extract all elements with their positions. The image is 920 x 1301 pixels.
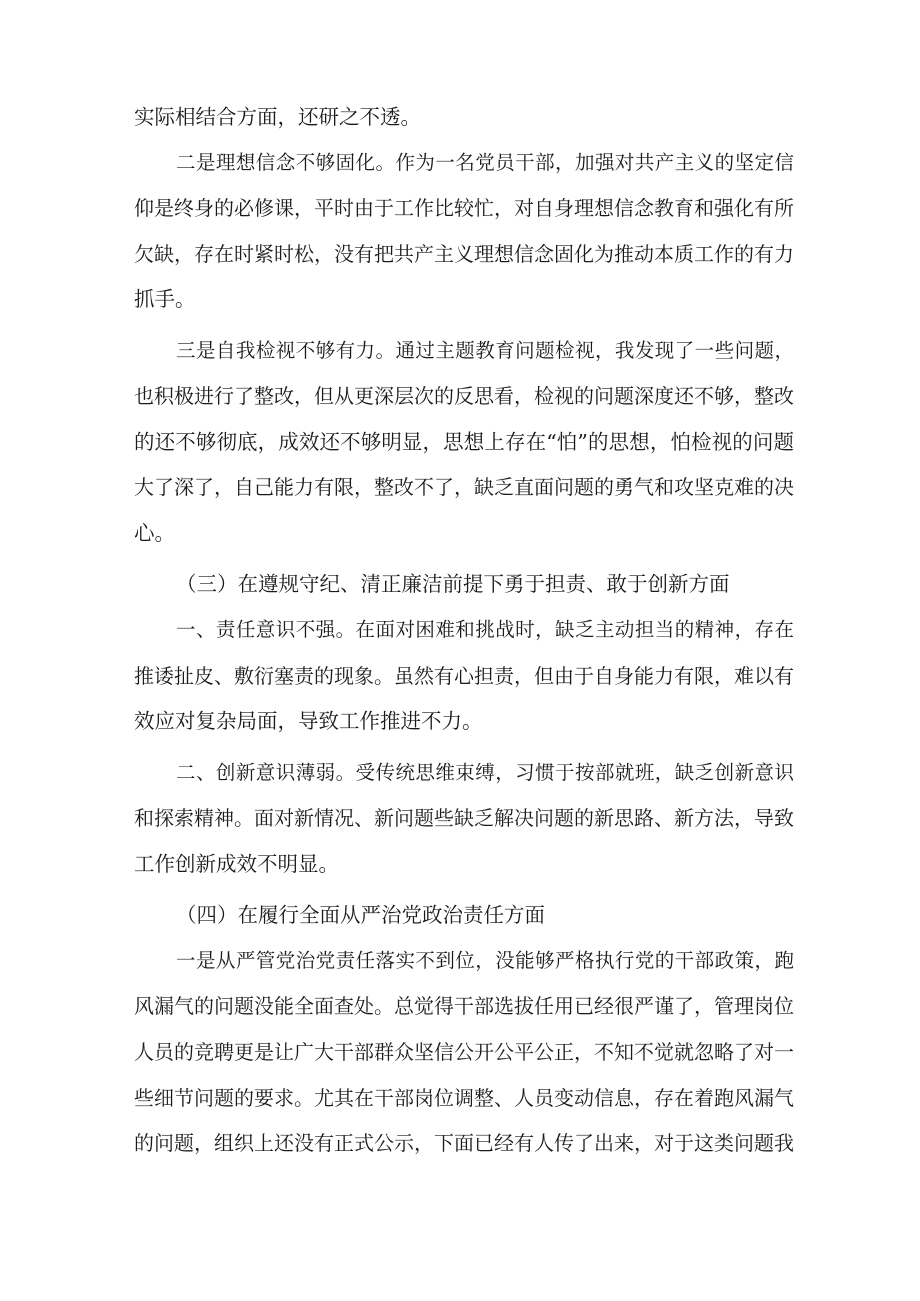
text-line: 也积极进行了整改，但从更深层次的反思看，检视的问题深度还不够，整改	[134, 384, 794, 408]
text-line: 人员的竞聘更是让广大干部群众坚信公开公平公正，不知不觉就忽略了对一	[134, 1040, 794, 1064]
text-line: 三是自我检视不够有力。通过主题教育问题检视，我发现了一些问题，	[176, 339, 794, 362]
text-line: 效应对复杂局面，导致工作推进不力。	[134, 709, 483, 733]
text-line: 的问题，组织上还没有正式公示，下面已经有人传了出来，对于这类问题我	[134, 1131, 794, 1155]
text-line: 二是理想信念不够固化。作为一名党员干部，加强对共产主义的坚定信	[176, 151, 794, 174]
text-line: 心。	[134, 521, 175, 545]
text-line: 实际相结合方面，还研之不透。	[134, 105, 421, 129]
text-line: 抓手。	[134, 287, 196, 311]
text-line: 仰是终身的必修课，平时由于工作比较忙，对自身理想信念教育和强化有所	[134, 196, 794, 220]
section-heading: （四）在履行全面从严治党政治责任方面	[176, 903, 545, 927]
text-line: 推诿扯皮、敷衍塞责的现象。虽然有心担责，但由于自身能力有限，难以有	[134, 664, 794, 688]
text-line: 风漏气的问题没能全面查处。总觉得干部选拔任用已经很严谨了，管理岗位	[134, 994, 794, 1018]
text-line: 一是从严管党治党责任落实不到位，没能够严格执行党的干部政策，跑	[176, 949, 794, 972]
text-line: 些细节问题的要求。尤其在干部岗位调整、人员变动信息，存在着跑风漏气	[134, 1086, 794, 1110]
text-line: 二、创新意识薄弱。受传统思维束缚，习惯于按部就班，缺乏创新意识	[176, 761, 794, 784]
section-heading: （三）在遵规守纪、清正廉洁前提下勇于担责、敢于创新方面	[176, 572, 730, 596]
text-line: 工作创新成效不明显。	[134, 852, 339, 876]
text-line: 大了深了，自己能力有限，整改不了，缺乏直面问题的勇气和攻坚克难的决	[134, 475, 794, 499]
text-line: 和探索精神。面对新情况、新问题些缺乏解决问题的新思路、新方法，导致	[134, 806, 794, 830]
text-line: 欠缺，存在时紧时松，没有把共产主义理想信念固化为推动本质工作的有力	[134, 242, 794, 266]
text-line: 一、责任意识不强。在面对困难和挑战时，缺乏主动担当的精神，存在	[176, 618, 794, 641]
text-line: 的还不够彻底，成效还不够明显，思想上存在“怕”的思想，怕检视的问题	[134, 430, 794, 454]
